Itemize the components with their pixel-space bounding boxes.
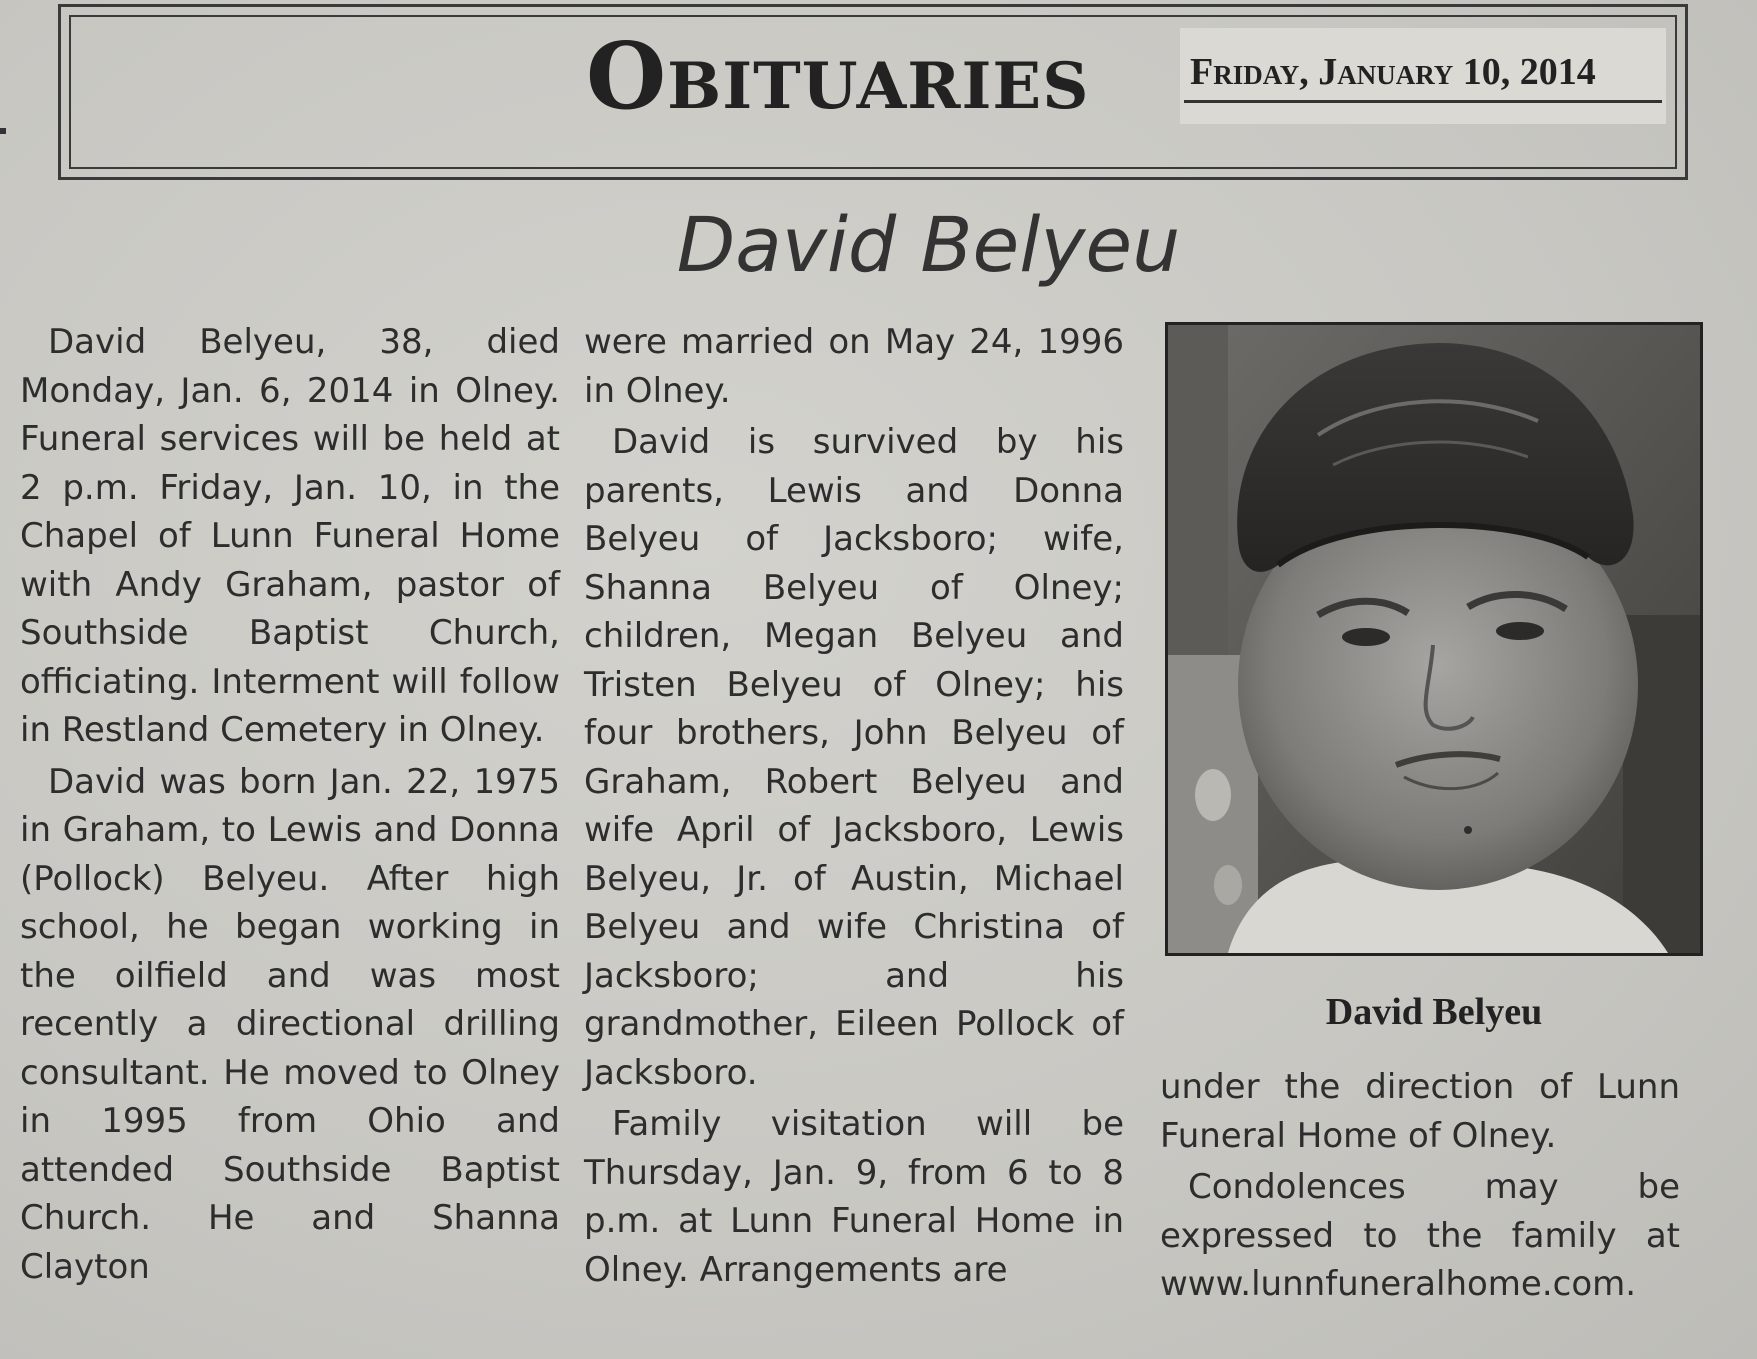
portrait-photo [1165, 322, 1703, 956]
paragraph-death-notice: David Belyeu, 38, died Monday, Jan. 6, 2014 in Olney. Funeral services will be held at 2 p.m. Friday, Jan. 10, in the Chapel of Lunn Funeral Home with Andy Graham, pastor of Southside Baptist Church, officiating. Interment will follow in Restland Cemetery in Olney. [20, 322, 560, 750]
obituary-headline: David Belyeu [676, 200, 1181, 289]
dateline-box [1180, 28, 1666, 124]
article-column-2 [584, 318, 1124, 1294]
dateline-rule [1184, 100, 1662, 103]
paragraph-arrangements: under the direction of Lunn Funeral Home of Olney. [1160, 1067, 1680, 1156]
paragraph-survivors: David is survived by his parents, Lewis and Donna Belyeu of Jacksboro; wife, Shanna Belyeu of Olney; children, Megan Belyeu and Tristen Belyeu of Olney; his four brothers, John Belyeu of Graham, Robert Belyeu and wife April of Jacksboro, Lewis Belyeu, Jr. of Austin, Michael Belyeu and wife Christina of Jacksboro; and his grandmother, Eileen Pollock of Jacksboro. [584, 422, 1124, 1093]
edge-mark [0, 128, 6, 134]
article-column-1 [20, 318, 560, 1291]
section-title: Obituaries [586, 22, 1090, 130]
paragraph-condolences: Condolences may be expressed to the family at www.lunnfuneralhome.com. [1160, 1167, 1680, 1304]
paragraph-biography: David was born Jan. 22, 1975 in Graham, to Lewis and Donna (Pollock) Belyeu. After high school, he began working in the oilfield and was most recently a directional drilling consultant. He moved to Olney in 1995 from Ohio and attended Southside Baptist Church. He and Shanna Clayton [20, 761, 560, 1287]
photo-caption: David Belyeu [1325, 991, 1543, 1033]
issue-date: Friday, January 10, 2014 [1190, 51, 1596, 93]
article-column-3 [1160, 1063, 1680, 1309]
paragraph-marriage: were married on May 24, 1996 in Olney. [584, 322, 1124, 411]
paragraph-visitation: Family visitation will be Thursday, Jan. 9, from 6 to 8 p.m. at Lunn Funeral Home in Olney. Arrangements are [584, 1104, 1124, 1290]
